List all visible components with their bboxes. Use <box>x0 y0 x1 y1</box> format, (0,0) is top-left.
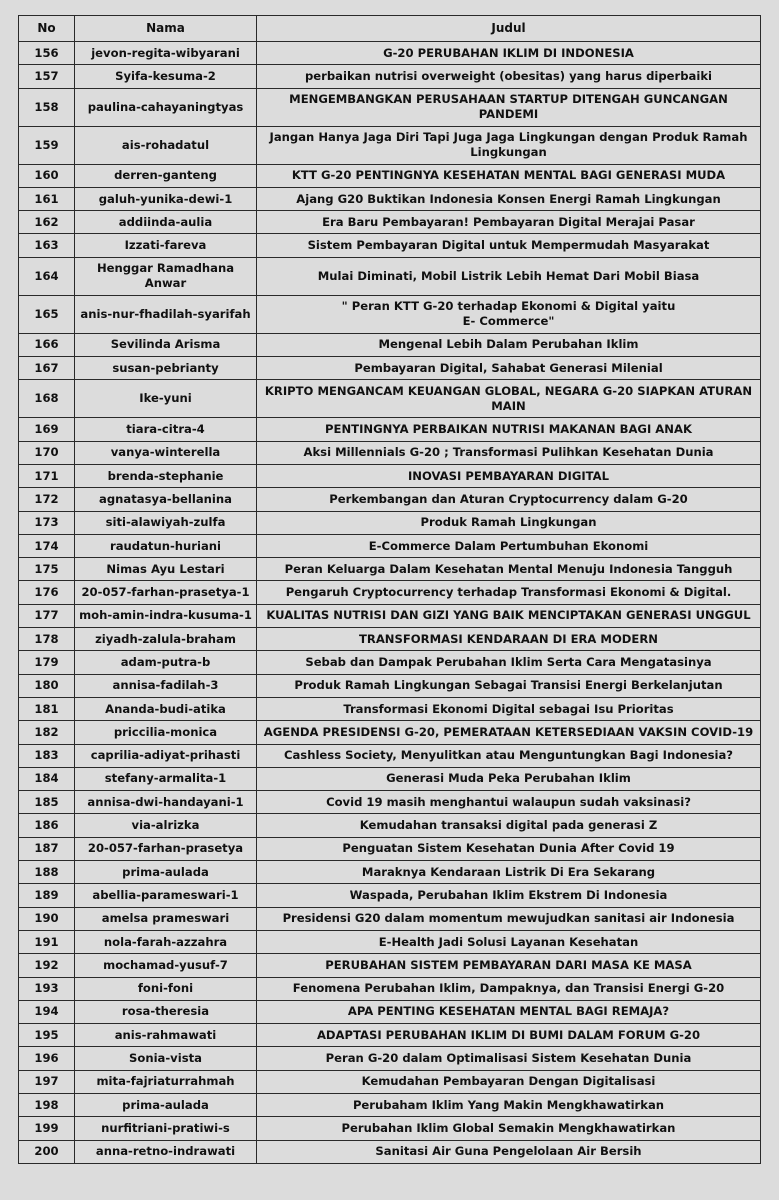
row-nama-cell: susan-pebrianty <box>75 357 257 380</box>
row-nama-cell: Sevilinda Arisma <box>75 333 257 356</box>
row-nama-cell: 20-057-farhan-prasetya <box>75 837 257 860</box>
row-no-cell: 167 <box>19 357 75 380</box>
row-no-cell: 194 <box>19 1000 75 1023</box>
row-nama-cell: Ananda-budi-atika <box>75 697 257 720</box>
row-nama-cell: priccilia-monica <box>75 721 257 744</box>
row-judul-cell: Fenomena Perubahan Iklim, Dampaknya, dan Transisi Energi G-20 <box>257 977 761 1000</box>
row-no-cell: 166 <box>19 333 75 356</box>
row-no-cell: 170 <box>19 441 75 464</box>
row-judul-cell: Sistem Pembayaran Digital untuk Mempermudah Masyarakat <box>257 234 761 257</box>
row-judul-cell: KTT G-20 PENTINGNYA KESEHATAN MENTAL BAGI GENERASI MUDA <box>257 164 761 187</box>
row-judul-cell: Sebab dan Dampak Perubahan Iklim Serta Cara Mengatasinya <box>257 651 761 674</box>
table-row <box>19 1070 761 1093</box>
table-body <box>19 42 761 1164</box>
row-no-cell: 157 <box>19 65 75 88</box>
row-no-cell: 179 <box>19 651 75 674</box>
table-row <box>19 257 761 295</box>
row-nama-cell: foni-foni <box>75 977 257 1000</box>
row-judul-cell: ADAPTASI PERUBAHAN IKLIM DI BUMI DALAM FORUM G-20 <box>257 1024 761 1047</box>
table-row <box>19 42 761 65</box>
header-no: No <box>19 16 75 42</box>
row-judul-cell: Kemudahan Pembayaran Dengan Digitalisasi <box>257 1070 761 1093</box>
row-nama-cell: vanya-winterella <box>75 441 257 464</box>
table-row <box>19 164 761 187</box>
row-judul-cell: Covid 19 masih menghantui walaupun sudah vaksinasi? <box>257 791 761 814</box>
table-row <box>19 65 761 88</box>
row-judul-cell: Era Baru Pembayaran! Pembayaran Digital Merajai Pasar <box>257 211 761 234</box>
row-nama-cell: ziyadh-zalula-braham <box>75 628 257 651</box>
table-row <box>19 1047 761 1070</box>
table-row <box>19 211 761 234</box>
row-nama-cell: tiara-citra-4 <box>75 418 257 441</box>
table-row <box>19 954 761 977</box>
table-row <box>19 1093 761 1116</box>
table-row <box>19 907 761 930</box>
table-row <box>19 628 761 651</box>
row-nama-cell: ais-rohadatul <box>75 126 257 164</box>
row-judul-cell: Maraknya Kendaraan Listrik Di Era Sekarang <box>257 861 761 884</box>
table-row <box>19 187 761 210</box>
row-nama-cell: nola-farah-azzahra <box>75 930 257 953</box>
row-judul-cell: Peran G-20 dalam Optimalisasi Sistem Kesehatan Dunia <box>257 1047 761 1070</box>
row-nama-cell: amelsa prameswari <box>75 907 257 930</box>
row-no-cell: 190 <box>19 907 75 930</box>
row-nama-cell: Izzati-fareva <box>75 234 257 257</box>
table-row <box>19 333 761 356</box>
row-nama-cell: Sonia-vista <box>75 1047 257 1070</box>
row-judul-cell: MENGEMBANGKAN PERUSAHAAN STARTUP DITENGAH GUNCANGAN PANDEMI <box>257 88 761 126</box>
table-row <box>19 511 761 534</box>
row-judul-cell: Produk Ramah Lingkungan <box>257 511 761 534</box>
row-no-cell: 162 <box>19 211 75 234</box>
row-no-cell: 174 <box>19 534 75 557</box>
header-nama: Nama <box>75 16 257 42</box>
header-judul: Judul <box>257 16 761 42</box>
table-row <box>19 380 761 418</box>
row-judul-cell: PENTINGNYA PERBAIKAN NUTRISI MAKANAN BAGI ANAK <box>257 418 761 441</box>
row-nama-cell: agnatasya-bellanina <box>75 488 257 511</box>
row-nama-cell: paulina-cahayaningtyas <box>75 88 257 126</box>
row-nama-cell: jevon-regita-wibyarani <box>75 42 257 65</box>
row-no-cell: 189 <box>19 884 75 907</box>
row-no-cell: 199 <box>19 1117 75 1140</box>
row-nama-cell: brenda-stephanie <box>75 464 257 487</box>
row-nama-cell: derren-ganteng <box>75 164 257 187</box>
row-judul-cell: Mulai Diminati, Mobil Listrik Lebih Hemat Dari Mobil Biasa <box>257 257 761 295</box>
row-no-cell: 184 <box>19 767 75 790</box>
row-no-cell: 165 <box>19 295 75 333</box>
row-judul-cell: INOVASI PEMBAYARAN DIGITAL <box>257 464 761 487</box>
header-row <box>19 16 761 42</box>
row-no-cell: 173 <box>19 511 75 534</box>
table-row <box>19 604 761 627</box>
row-judul-cell: Perubahan Iklim Global Semakin Mengkhawatirkan <box>257 1117 761 1140</box>
row-nama-cell: via-alrizka <box>75 814 257 837</box>
row-nama-cell: addiinda-aulia <box>75 211 257 234</box>
row-no-cell: 169 <box>19 418 75 441</box>
row-nama-cell: abellia-parameswari-1 <box>75 884 257 907</box>
table-row <box>19 1024 761 1047</box>
table-row <box>19 721 761 744</box>
table-row <box>19 1140 761 1163</box>
row-nama-cell: stefany-armalita-1 <box>75 767 257 790</box>
table-row <box>19 1000 761 1023</box>
table-row <box>19 697 761 720</box>
table-row <box>19 88 761 126</box>
row-nama-cell: annisa-dwi-handayani-1 <box>75 791 257 814</box>
row-no-cell: 171 <box>19 464 75 487</box>
row-judul-cell: KUALITAS NUTRISI DAN GIZI YANG BAIK MENCIPTAKAN GENERASI UNGGUL <box>257 604 761 627</box>
row-judul-cell: PERUBAHAN SISTEM PEMBAYARAN DARI MASA KE MASA <box>257 954 761 977</box>
row-nama-cell: anna-retno-indrawati <box>75 1140 257 1163</box>
row-nama-cell: mochamad-yusuf-7 <box>75 954 257 977</box>
table-row <box>19 977 761 1000</box>
row-no-cell: 181 <box>19 697 75 720</box>
row-nama-cell: siti-alawiyah-zulfa <box>75 511 257 534</box>
table-row <box>19 930 761 953</box>
table-row <box>19 534 761 557</box>
row-nama-cell: nurfitriani-pratiwi-s <box>75 1117 257 1140</box>
row-nama-cell: caprilia-adiyat-prihasti <box>75 744 257 767</box>
row-no-cell: 200 <box>19 1140 75 1163</box>
table-header <box>19 16 761 42</box>
row-judul-cell: " Peran KTT G-20 terhadap Ekonomi & Digital yaitu E- Commerce" <box>257 295 761 333</box>
row-no-cell: 164 <box>19 257 75 295</box>
row-judul-cell: Generasi Muda Peka Perubahan Iklim <box>257 767 761 790</box>
row-judul-cell: Pengaruh Cryptocurrency terhadap Transformasi Ekonomi & Digital. <box>257 581 761 604</box>
row-judul-cell: Peran Keluarga Dalam Kesehatan Mental Menuju Indonesia Tangguh <box>257 558 761 581</box>
row-judul-cell: Pembayaran Digital, Sahabat Generasi Milenial <box>257 357 761 380</box>
row-judul-cell: Jangan Hanya Jaga Diri Tapi Juga Jaga Lingkungan dengan Produk Ramah Lingkungan <box>257 126 761 164</box>
row-no-cell: 175 <box>19 558 75 581</box>
row-nama-cell: galuh-yunika-dewi-1 <box>75 187 257 210</box>
table-row <box>19 295 761 333</box>
row-nama-cell: Ike-yuni <box>75 380 257 418</box>
row-nama-cell: adam-putra-b <box>75 651 257 674</box>
row-no-cell: 192 <box>19 954 75 977</box>
row-no-cell: 172 <box>19 488 75 511</box>
row-no-cell: 188 <box>19 861 75 884</box>
row-nama-cell: rosa-theresia <box>75 1000 257 1023</box>
row-no-cell: 198 <box>19 1093 75 1116</box>
row-no-cell: 161 <box>19 187 75 210</box>
row-no-cell: 163 <box>19 234 75 257</box>
table-row <box>19 861 761 884</box>
row-no-cell: 186 <box>19 814 75 837</box>
row-judul-cell: G-20 PERUBAHAN IKLIM DI INDONESIA <box>257 42 761 65</box>
row-no-cell: 183 <box>19 744 75 767</box>
table-row <box>19 581 761 604</box>
table-row <box>19 234 761 257</box>
row-judul-cell: AGENDA PRESIDENSI G-20, PEMERATAAN KETERSEDIAAN VAKSIN COVID-19 <box>257 721 761 744</box>
row-judul-cell: Kemudahan transaksi digital pada generasi Z <box>257 814 761 837</box>
row-nama-cell: annisa-fadilah-3 <box>75 674 257 697</box>
row-nama-cell: 20-057-farhan-prasetya-1 <box>75 581 257 604</box>
row-nama-cell: anis-rahmawati <box>75 1024 257 1047</box>
row-judul-cell: KRIPTO MENGANCAM KEUANGAN GLOBAL, NEGARA G-20 SIAPKAN ATURAN MAIN <box>257 380 761 418</box>
row-no-cell: 168 <box>19 380 75 418</box>
row-nama-cell: prima-aulada <box>75 1093 257 1116</box>
table-row <box>19 814 761 837</box>
row-judul-cell: TRANSFORMASI KENDARAAN DI ERA MODERN <box>257 628 761 651</box>
row-judul-cell: Cashless Society, Menyulitkan atau Menguntungkan Bagi Indonesia? <box>257 744 761 767</box>
row-judul-cell: Sanitasi Air Guna Pengelolaan Air Bersih <box>257 1140 761 1163</box>
row-judul-cell: E-Commerce Dalam Pertumbuhan Ekonomi <box>257 534 761 557</box>
table-row <box>19 558 761 581</box>
row-judul-cell: Mengenal Lebih Dalam Perubahan Iklim <box>257 333 761 356</box>
row-no-cell: 191 <box>19 930 75 953</box>
table-row <box>19 651 761 674</box>
row-no-cell: 176 <box>19 581 75 604</box>
row-judul-cell: Aksi Millennials G-20 ; Transformasi Pulihkan Kesehatan Dunia <box>257 441 761 464</box>
row-no-cell: 197 <box>19 1070 75 1093</box>
table-row <box>19 674 761 697</box>
row-judul-cell: E-Health Jadi Solusi Layanan Kesehatan <box>257 930 761 953</box>
row-no-cell: 180 <box>19 674 75 697</box>
row-nama-cell: anis-nur-fhadilah-syarifah <box>75 295 257 333</box>
row-no-cell: 193 <box>19 977 75 1000</box>
row-judul-cell: Perubaham Iklim Yang Makin Mengkhawatirkan <box>257 1093 761 1116</box>
table-row <box>19 126 761 164</box>
row-nama-cell: mita-fajriaturrahmah <box>75 1070 257 1093</box>
row-judul-cell: Penguatan Sistem Kesehatan Dunia After Covid 19 <box>257 837 761 860</box>
row-judul-cell: Waspada, Perubahan Iklim Ekstrem Di Indonesia <box>257 884 761 907</box>
table-row <box>19 884 761 907</box>
table-row <box>19 791 761 814</box>
row-no-cell: 187 <box>19 837 75 860</box>
row-judul-cell: APA PENTING KESEHATAN MENTAL BAGI REMAJA? <box>257 1000 761 1023</box>
row-no-cell: 185 <box>19 791 75 814</box>
row-nama-cell: Henggar Ramadhana Anwar <box>75 257 257 295</box>
row-nama-cell: Syifa-kesuma-2 <box>75 65 257 88</box>
row-judul-cell: perbaikan nutrisi overweight (obesitas) yang harus diperbaiki <box>257 65 761 88</box>
table-row <box>19 357 761 380</box>
table-row <box>19 837 761 860</box>
row-nama-cell: raudatun-huriani <box>75 534 257 557</box>
row-no-cell: 159 <box>19 126 75 164</box>
participants-table-container <box>18 15 760 1164</box>
row-judul-cell: Presidensi G20 dalam momentum mewujudkan sanitasi air Indonesia <box>257 907 761 930</box>
row-judul-cell: Produk Ramah Lingkungan Sebagai Transisi Energi Berkelanjutan <box>257 674 761 697</box>
table-row <box>19 418 761 441</box>
table-row <box>19 488 761 511</box>
row-judul-cell: Perkembangan dan Aturan Cryptocurrency dalam G-20 <box>257 488 761 511</box>
row-judul-cell: Transformasi Ekonomi Digital sebagai Isu Prioritas <box>257 697 761 720</box>
row-nama-cell: prima-aulada <box>75 861 257 884</box>
table-row <box>19 767 761 790</box>
row-no-cell: 196 <box>19 1047 75 1070</box>
table-row <box>19 441 761 464</box>
row-no-cell: 156 <box>19 42 75 65</box>
table-row <box>19 744 761 767</box>
participants-table <box>18 15 761 1164</box>
row-no-cell: 160 <box>19 164 75 187</box>
row-no-cell: 178 <box>19 628 75 651</box>
table-row <box>19 464 761 487</box>
row-nama-cell: moh-amin-indra-kusuma-1 <box>75 604 257 627</box>
row-judul-cell: Ajang G20 Buktikan Indonesia Konsen Energi Ramah Lingkungan <box>257 187 761 210</box>
row-nama-cell: Nimas Ayu Lestari <box>75 558 257 581</box>
row-no-cell: 182 <box>19 721 75 744</box>
row-no-cell: 158 <box>19 88 75 126</box>
row-no-cell: 195 <box>19 1024 75 1047</box>
table-row <box>19 1117 761 1140</box>
row-no-cell: 177 <box>19 604 75 627</box>
